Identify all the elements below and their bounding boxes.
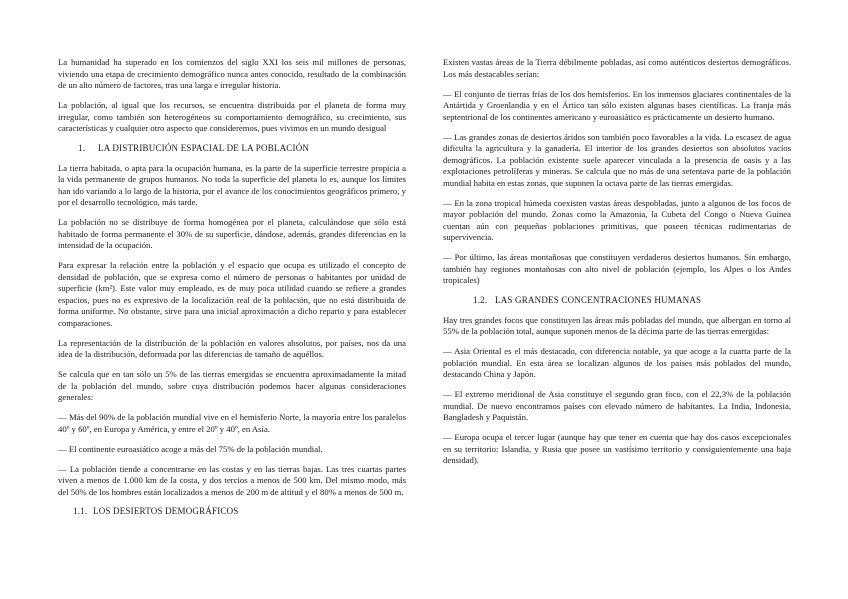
- body-paragraph: La tierra habitada, o apta para la ocupación humana, es la parte de la superficie terrestre propicia a la vida permanente de grupos humanos. No toda la superficie del planeta lo es, aunque los límites han ido variando a lo largo de la historia, por el avance de los conocimientos geográficos primero, y por el desarrollo tecnológico, más tarde.: [58, 162, 406, 207]
- bullet-paragraph: — Asia Oriental es el más destacado, con diferencia notable, ya que acoge a la cuarta parte de la población mundial. En esta área se localizan algunos de los países más poblados del mundo, destacando China y Japón.: [443, 346, 791, 379]
- section-number: 1.1.: [73, 506, 88, 516]
- body-paragraph: La representación de la distribución de la población en valores absolutos, por países, nos da una idea de la distribución, deformada por las diferencias de tamaño de aquéllos.: [58, 337, 406, 359]
- section-number: 1.2.: [473, 295, 488, 305]
- bullet-paragraph: — El continente euroasiático acoge a más del 75% de la población mundial.: [58, 443, 323, 454]
- bullet-paragraph: — La población tiende a concentrarse en las costas y en las tierras bajas. Las tres cuartas partes viven a menos de 1.000 km de la costa, y dos tercios a menos de 500 km. Del mismo modo, más del 50% de los hombres están localizados a menos de 200 m de altitud y el 80% a menos de 500 m.: [58, 463, 406, 497]
- section-heading-1-2: [443, 295, 791, 307]
- section-number: 1.: [78, 143, 86, 153]
- bullet-paragraph: — El conjunto de tierras frías de los dos hemisferios. En los inmensos glaciares continentales de la Antártida y Groenlandia y en el Ártico tan sólo existen algunas bases científicas. La franja más septentrional de los continentes americano y euroasiático es prácticamente un desierto humano.: [443, 88, 791, 122]
- section-title: LAS GRANDES CONCENTRACIONES HUMANAS: [495, 295, 702, 305]
- bullet-paragraph: — Europa ocupa el tercer lugar (aunque hay que tener en cuenta que hay dos casos excepcionales en su territorio: Islandia, y Rusia que posee un vastísimo territorio y consiguientemente una baja densidad).: [443, 432, 791, 465]
- body-paragraph: Hay tres grandes focos que constituyen las áreas más pobladas del mundo, que albergan en torno al 55% de la población total, aunque suponen menos de la décima parte de las tierras emergidas:: [443, 314, 791, 336]
- body-paragraph: La población no se distribuye de forma homogénea por el planeta, calculándose que sólo está habitado de forma permanente el 30% de su superficie, dándose, además, grandes diferencias en la intensidad de la ocupación.: [58, 217, 406, 250]
- section-title: LA DISTRIBUCIÓN ESPACIAL DE LA POBLACIÓN: [98, 143, 310, 153]
- right-column: [443, 57, 791, 475]
- intro-paragraph: La población, al igual que los recursos, se encuentra distribuida por el planeta de forma muy irregular, como también son heterogéneos su comportamiento demográfico, su crecimiento, sus características y cualquier otro aspecto que consideremos, pues vivimos en un mundo desigual: [58, 100, 406, 133]
- bullet-paragraph: — Las grandes zonas de desiertos áridos son también poco favorables a la vida. La escasez de agua dificulta la agricultura y la ganadería. El interior de los grandes desiertos son absolutos vacíos demográficos. La población existente suele aparecer vinculada a la presencia de oasis y a las explotaciones petrolíferas y mineras. Se calcula que no más de una setentava parte de la población mundial habita en estas zonas, que suponen la octava parte de las tierras emergidas.: [443, 131, 791, 188]
- bullet-paragraph: — El extremo meridional de Asia constituye el segundo gran foco, con el 22,3% de la población mundial. De nuevo encontramos países con elevado número de habitantes. La India, Indonesia, Bangladesh y Paquistán.: [443, 389, 791, 422]
- bullet-paragraph: — Por último, las áreas montañosas que constituyen verdaderos desiertos humanos. Sin embargo, también hay regiones montañosas con alto nivel de población (ejemplo, los Alpes o los Andes tropicales): [443, 252, 791, 285]
- body-paragraph: Existen vastas áreas de la Tierra débilmente pobladas, así como auténticos desiertos demográficos. Los más destacables serían:: [443, 57, 791, 79]
- body-paragraph: Para expresar la relación entre la población y el espacio que ocupa es utilizado el concepto de densidad de población, que se expresa como el número de personas o habitantes por unidad de superficie (km²). Este valor muy empleado, es de muy poca utilidad cuando se refiere a grandes espacios, pues no es expresivo de la localización real de la población, que no está distribuida de forma uniforme. No obstante, sirve para una inicial aproximación a dicho reparto y para establecer comparaciones.: [58, 260, 406, 328]
- section-title: LOS DESIERTOS DEMOGRÁFICOS: [93, 506, 239, 516]
- left-column: [58, 57, 406, 526]
- section-heading-1-1: [58, 506, 406, 518]
- section-heading-1: [58, 143, 406, 155]
- bullet-paragraph: — Más del 90% de la población mundial vive en el hemisferio Norte, la mayoría entre los paralelos 40º y 60º, en Europa y América, y entre el 20º y 40º, en Asia.: [58, 412, 406, 434]
- bullet-paragraph: — En la zona tropical húmeda coexisten vastas áreas despobladas, junto a algunos de los focos de mayor población del mundo. Zonas como la Amazonia, la Cubeta del Congo o Nueva Guinea cuentan aún con pequeñas poblaciones primitivas, que poseen técnicas rudimentarias de supervivencia.: [443, 197, 791, 242]
- intro-paragraph: La humanidad ha superado en los comienzos del siglo XXI los seis mil millones de personas, viviendo una etapa de crecimiento demográfico nunca antes conocido, resultado de la combinación de un alto número de factores, tras una larga e irregular historia.: [58, 57, 406, 90]
- body-paragraph: Se calcula que en tan sólo un 5% de las tierras emergidas se encuentra aproximadamente la mitad de la población del mundo, sobre cuya distribución podemos hacer algunas consideraciones generales:: [58, 369, 406, 402]
